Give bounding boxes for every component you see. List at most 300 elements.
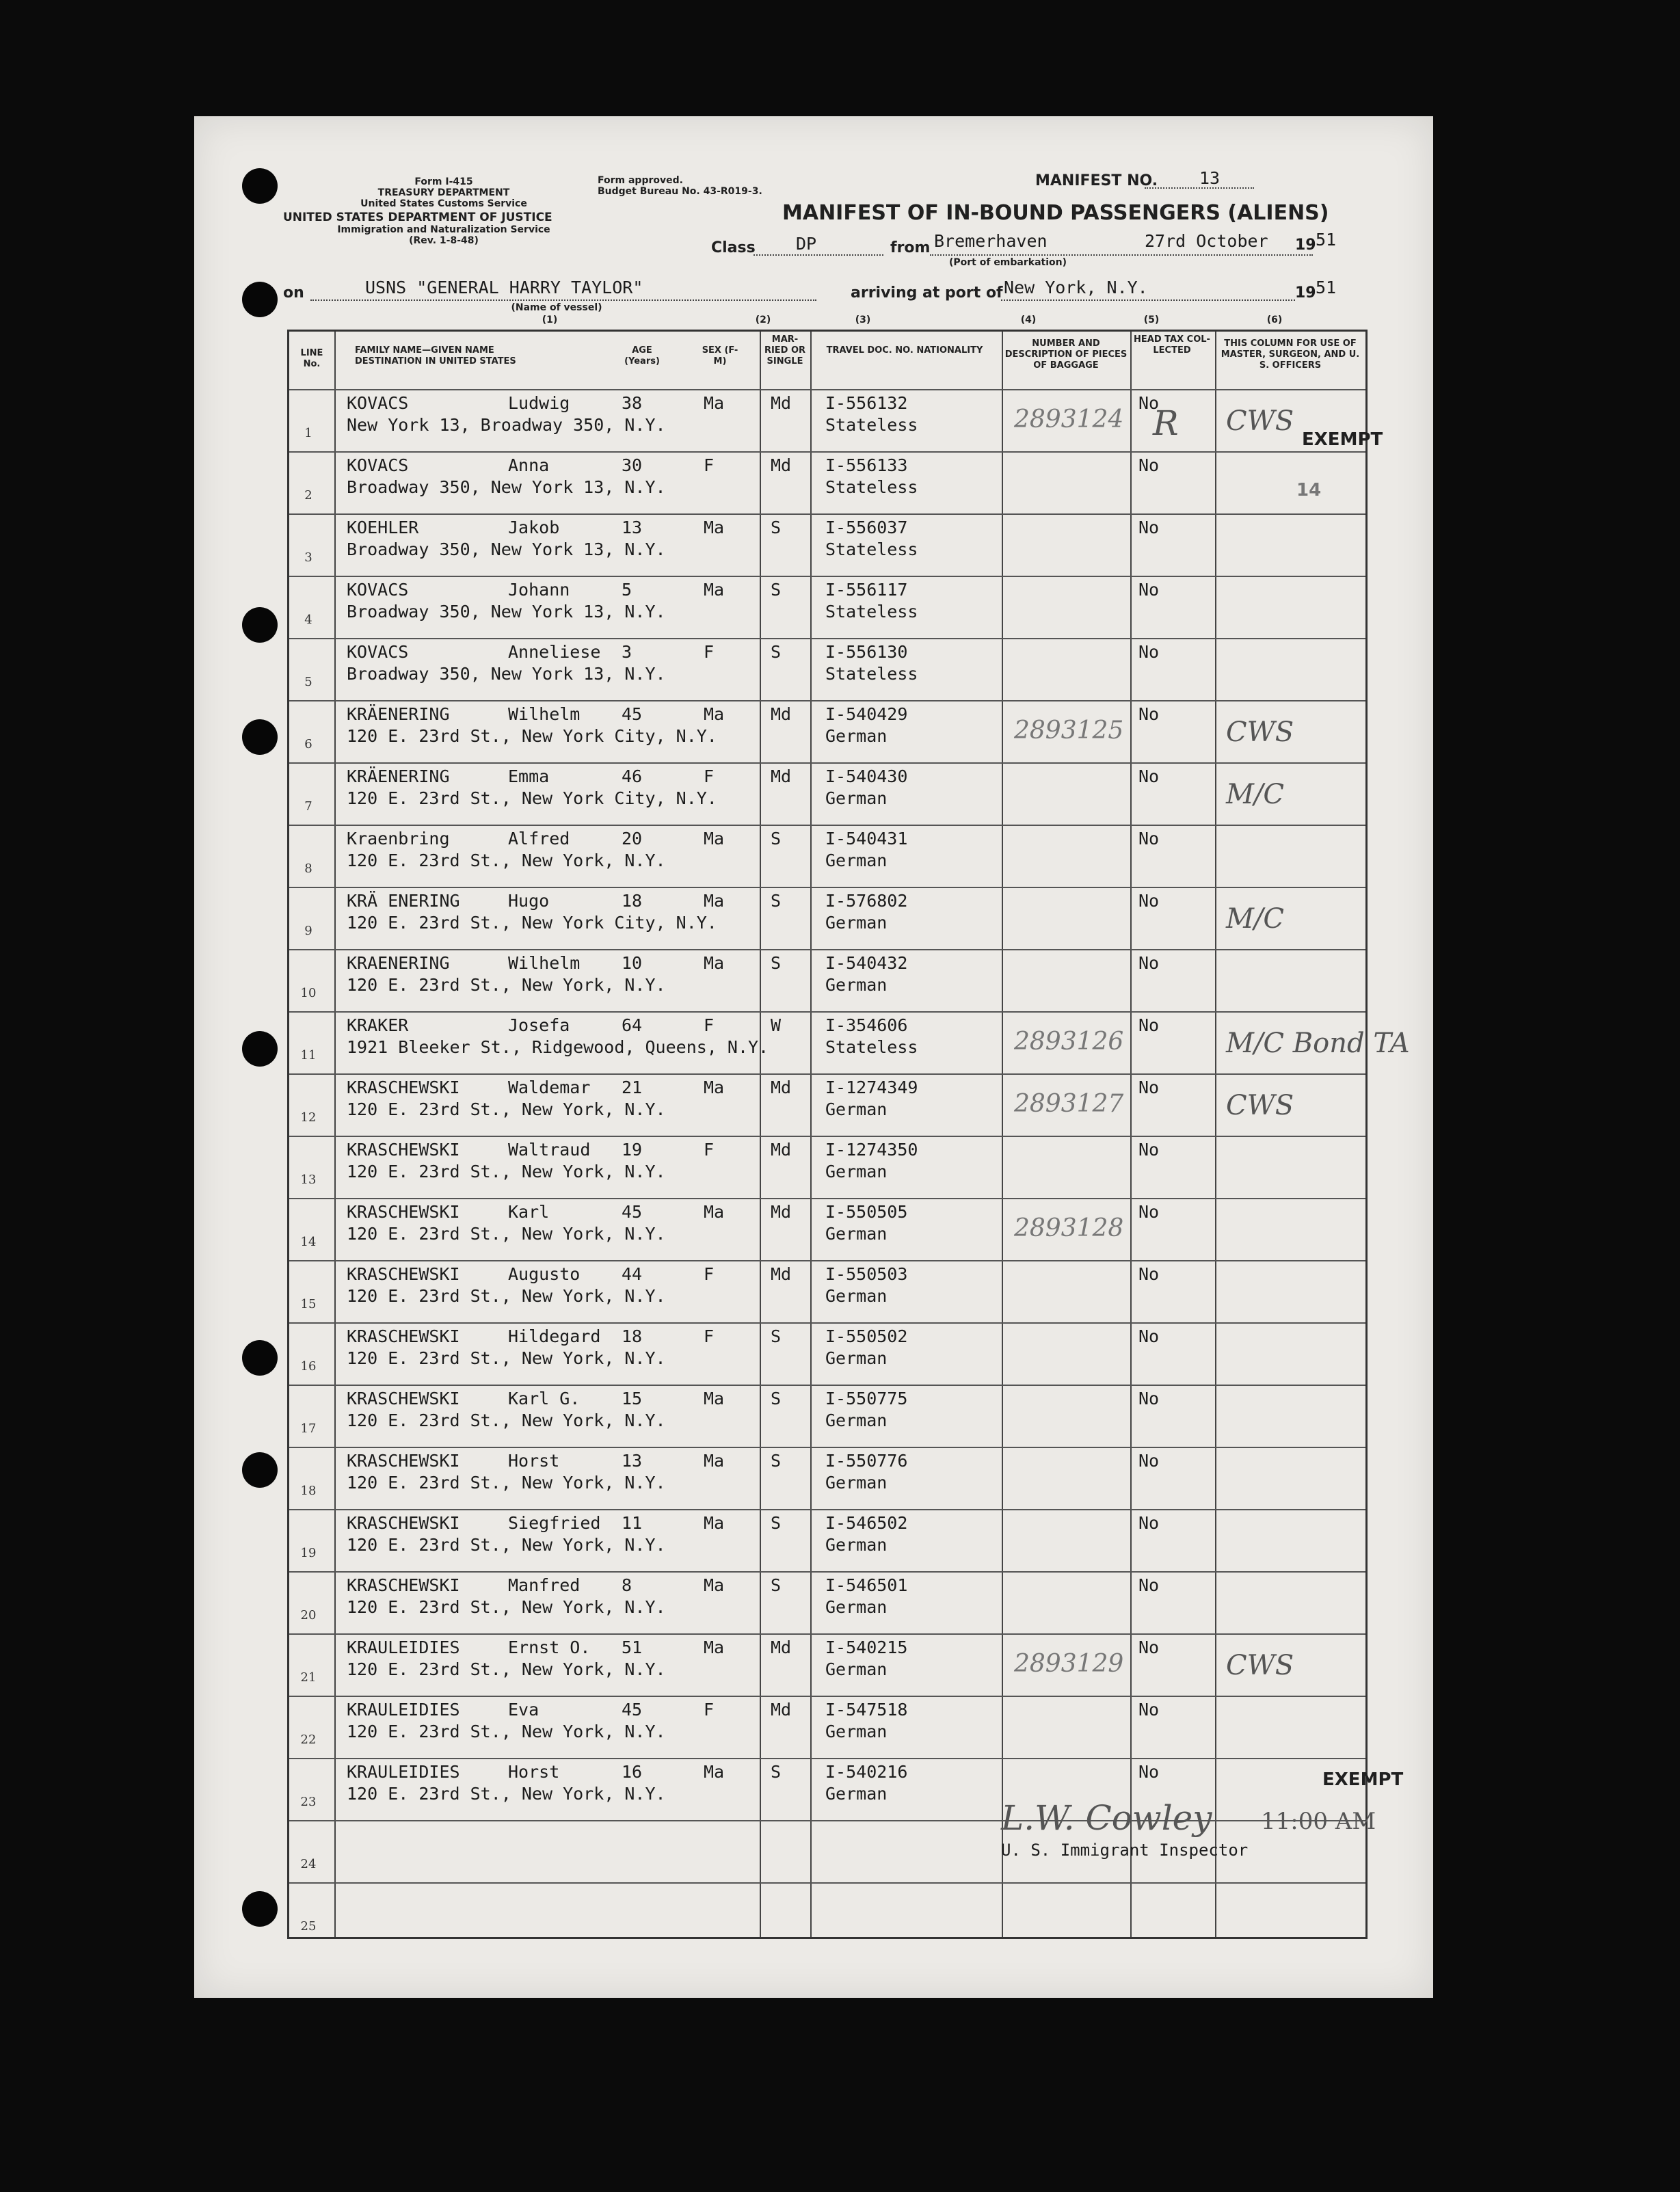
given-name: Hugo <box>508 891 550 911</box>
table-row <box>289 1696 1365 1759</box>
line-number: 18 <box>300 1484 317 1498</box>
destination: Broadway 350, New York 13, N.Y. <box>347 602 666 621</box>
given-name: Johann <box>508 580 570 600</box>
line-number: 20 <box>300 1608 317 1622</box>
age: 16 <box>622 1762 643 1782</box>
approval-label: Form approved. <box>598 175 683 186</box>
baggage-number: 2893129 <box>1014 1650 1124 1678</box>
line-number: 7 <box>304 799 312 814</box>
punch-hole <box>242 282 278 317</box>
nationality: Stateless <box>825 602 918 621</box>
arriving-label: arriving at port of <box>851 284 1003 302</box>
officer-remark: CWS <box>1226 1650 1294 1681</box>
nationality: Stateless <box>825 664 918 684</box>
line-number: 22 <box>300 1733 317 1747</box>
sex: Ma <box>704 1575 725 1595</box>
travel-doc-no: I-540429 <box>825 704 908 724</box>
family-name: KRASCHEWSKI <box>347 1389 460 1408</box>
travel-doc-no: I-556117 <box>825 580 908 600</box>
inspector-title: U. S. Immigrant Inspector <box>1001 1841 1249 1860</box>
nationality: German <box>825 913 888 933</box>
year-suffix: 51 <box>1316 230 1337 250</box>
given-name: Alfred <box>508 829 570 848</box>
family-name: KOVACS <box>347 393 409 413</box>
exempt-stamp-top: EXEMPT <box>1302 429 1383 450</box>
col-head-baggage: NUMBER AND DESCRIPTION OF PIECES OF BAGGAGE <box>1004 338 1128 371</box>
punch-hole <box>242 1452 278 1488</box>
marital-status: Md <box>771 393 792 413</box>
col-head-officers: THIS COLUMN FOR USE OF MASTER, SURGEON, AND U. S. OFFICERS <box>1221 338 1360 371</box>
nationality: German <box>825 1722 888 1741</box>
marital-status: S <box>771 1575 782 1595</box>
table-row <box>289 576 1365 639</box>
line-number: 21 <box>300 1670 317 1685</box>
passenger-table <box>287 330 1410 1939</box>
given-name: Emma <box>508 766 550 786</box>
age: 13 <box>622 518 643 537</box>
departure-date: 27rd October <box>1145 231 1268 251</box>
family-name: KOVACS <box>347 455 409 475</box>
manifest-no: 13 <box>1199 168 1221 188</box>
age: 15 <box>622 1389 643 1408</box>
destination: 120 E. 23rd St., New York, N.Y. <box>347 1411 666 1430</box>
travel-doc-no: I-540430 <box>825 766 908 786</box>
age: 13 <box>622 1451 643 1471</box>
nationality: German <box>825 1224 888 1244</box>
travel-doc-no: I-540432 <box>825 953 908 973</box>
head-tax: No <box>1138 1202 1160 1222</box>
sex: F <box>704 1264 715 1284</box>
family-name: KRAULEIDIES <box>347 1762 460 1782</box>
manifest-no-label: MANIFEST NO. <box>1035 172 1158 189</box>
year-prefix: 19 <box>1295 237 1316 254</box>
travel-doc-no: I-556132 <box>825 393 908 413</box>
age: 3 <box>622 642 632 662</box>
family-name: KRASCHEWSKI <box>347 1575 460 1595</box>
col-head-name: FAMILY NAME—GIVEN NAME DESTINATION IN UNITED STATES <box>355 345 516 366</box>
nationality: German <box>825 1162 888 1181</box>
marital-status: Md <box>771 1140 792 1160</box>
table-row <box>289 1385 1365 1448</box>
head-tax: No <box>1138 1451 1160 1471</box>
line-number: 4 <box>304 613 312 627</box>
line-number: 6 <box>304 737 312 751</box>
family-name: KRASCHEWSKI <box>347 1140 460 1160</box>
sex: Ma <box>704 1638 725 1657</box>
sex: F <box>704 455 715 475</box>
sex: F <box>704 766 715 786</box>
head-tax: No <box>1138 1264 1160 1284</box>
punch-hole <box>242 1031 278 1067</box>
age: 46 <box>622 766 643 786</box>
customs-label: United States Customs Service <box>360 198 527 209</box>
family-name: KOEHLER <box>347 518 419 537</box>
table-row <box>289 1509 1365 1573</box>
family-name: KRASCHEWSKI <box>347 1264 460 1284</box>
stamp-14: 14 <box>1296 480 1322 500</box>
sex: Ma <box>704 1202 725 1222</box>
col-head-sex: SEX (F-M) <box>702 345 738 366</box>
given-name: Jakob <box>508 518 560 537</box>
given-name: Ludwig <box>508 393 570 413</box>
destination: 120 E. 23rd St., New York City, N.Y. <box>347 726 717 746</box>
table-row <box>289 1571 1365 1635</box>
marital-status: Md <box>771 1700 792 1720</box>
given-name: Waldemar <box>508 1078 591 1097</box>
given-name: Hildegard <box>508 1326 601 1346</box>
destination: 120 E. 23rd St., New York, N.Y. <box>347 1597 666 1617</box>
col-number-5: (5) <box>1143 315 1160 325</box>
given-name: Augusto <box>508 1264 581 1284</box>
destination: 120 E. 23rd St., New York, N.Y. <box>347 1784 666 1804</box>
table-row <box>289 1011 1410 1075</box>
travel-doc-no: I-540216 <box>825 1762 908 1782</box>
table-row <box>289 1073 1365 1137</box>
destination: 120 E. 23rd St., New York, N.Y. <box>347 1162 666 1181</box>
sex: F <box>704 1700 715 1720</box>
arrival-port: New York, N.Y. <box>1004 278 1148 297</box>
line-number: 19 <box>300 1546 317 1560</box>
port-line <box>1001 299 1295 301</box>
punch-hole <box>242 168 278 204</box>
sex: F <box>704 1140 715 1160</box>
travel-doc-no: I-1274350 <box>825 1140 918 1160</box>
given-name: Wilhelm <box>508 953 581 973</box>
destination: 120 E. 23rd St., New York, N.Y. <box>347 1722 666 1741</box>
form-number: Form I-415 <box>414 176 473 187</box>
destination: Broadway 350, New York 13, N.Y. <box>347 477 666 497</box>
budget-label: Budget Bureau No. 43-R019-3. <box>598 186 762 197</box>
line-number: 24 <box>300 1857 317 1871</box>
travel-doc-no: I-546501 <box>825 1575 908 1595</box>
family-name: KRASCHEWSKI <box>347 1513 460 1533</box>
nationality: Stateless <box>825 539 918 559</box>
table-row <box>289 513 1365 577</box>
age: 45 <box>622 704 643 724</box>
head-tax: No <box>1138 455 1160 475</box>
family-name: KRAULEIDIES <box>347 1700 460 1720</box>
line-number: 14 <box>300 1235 317 1249</box>
officer-remark: M/C <box>1226 903 1285 935</box>
nationality: Stateless <box>825 477 918 497</box>
marital-status: Md <box>771 1638 792 1657</box>
col-number-4: (4) <box>1020 315 1037 325</box>
destination: 120 E. 23rd St., New York, N.Y. <box>347 1535 666 1555</box>
nationality: German <box>825 1597 888 1617</box>
sex: Ma <box>704 518 725 537</box>
marital-status: Md <box>771 1264 792 1284</box>
travel-doc-no: I-550776 <box>825 1451 908 1471</box>
age: 44 <box>622 1264 643 1284</box>
destination: 120 E. 23rd St., New York, N.Y. <box>347 1224 666 1244</box>
age: 18 <box>622 891 643 911</box>
given-name: Siegfried <box>508 1513 601 1533</box>
travel-doc-no: I-556037 <box>825 518 908 537</box>
embarkation-caption: (Port of embarkation) <box>948 257 1067 268</box>
baggage-number: 2893127 <box>1014 1090 1124 1118</box>
department-label: UNITED STATES DEPARTMENT OF JUSTICE <box>283 211 552 224</box>
travel-doc-no: I-576802 <box>825 891 908 911</box>
head-tax: No <box>1138 1326 1160 1346</box>
family-name: KRÄ ENERING <box>347 891 460 911</box>
age: 30 <box>622 455 643 475</box>
table-row <box>289 1136 1365 1199</box>
marital-status: S <box>771 1513 782 1533</box>
punch-hole <box>242 607 278 643</box>
age: 18 <box>622 1326 643 1346</box>
marital-status: Md <box>771 1078 792 1097</box>
head-tax: No <box>1138 580 1160 600</box>
destination: 120 E. 23rd St., New York, N.Y. <box>347 1099 666 1119</box>
destination: 1921 Bleeker St., Ridgewood, Queens, N.Y. <box>347 1037 769 1057</box>
line-number: 1 <box>304 426 312 440</box>
table-row <box>289 700 1365 764</box>
manifest-title: MANIFEST OF IN-BOUND PASSENGERS (ALIENS) <box>782 201 1329 225</box>
sex: Ma <box>704 891 725 911</box>
marital-status: S <box>771 829 782 848</box>
nationality: German <box>825 1348 888 1368</box>
line-number: 11 <box>300 1048 317 1062</box>
nationality: German <box>825 1659 888 1679</box>
head-tax: No <box>1138 766 1160 786</box>
service-label: Immigration and Naturalization Service <box>337 224 550 235</box>
signature-time: 11:00 AM <box>1261 1808 1376 1835</box>
given-name: Eva <box>508 1700 539 1720</box>
marital-status: Md <box>771 455 792 475</box>
age: 5 <box>622 580 632 600</box>
table-row <box>289 1198 1365 1261</box>
table-row <box>289 1322 1365 1386</box>
revision-label: (Rev. 1-8-48) <box>409 235 479 246</box>
line-number: 23 <box>300 1795 317 1809</box>
sex: Ma <box>704 1078 725 1097</box>
line-number: 12 <box>300 1110 317 1125</box>
head-tax: No <box>1138 1015 1160 1035</box>
destination: 120 E. 23rd St., New York, N.Y. <box>347 975 666 995</box>
line-number: 2 <box>304 488 312 503</box>
punch-hole <box>242 1340 278 1376</box>
officer-remark: CWS <box>1226 717 1294 748</box>
nationality: Stateless <box>825 415 918 435</box>
family-name: KRASCHEWSKI <box>347 1202 460 1222</box>
head-tax: No <box>1138 393 1160 413</box>
on-label: on <box>283 284 304 302</box>
given-name: Horst <box>508 1762 560 1782</box>
given-name: Anna <box>508 455 550 475</box>
family-name: KRAENERING <box>347 953 450 973</box>
destination: 120 E. 23rd St., New York, N.Y. <box>347 1348 666 1368</box>
col-number-2: (2) <box>755 315 771 325</box>
head-tax: No <box>1138 1575 1160 1595</box>
destination: Broadway 350, New York 13, N.Y. <box>347 539 666 559</box>
marital-status: S <box>771 642 782 662</box>
line-number: 15 <box>300 1297 317 1311</box>
vessel-line <box>310 299 816 301</box>
marital-status: S <box>771 580 782 600</box>
age: 64 <box>622 1015 643 1035</box>
family-name: KRASCHEWSKI <box>347 1451 460 1471</box>
marital-status: S <box>771 1389 782 1408</box>
family-name: KRASCHEWSKI <box>347 1326 460 1346</box>
inspector-signature: L.W. Cowley <box>1001 1798 1212 1838</box>
table-row <box>289 1260 1365 1324</box>
travel-doc-no: I-556130 <box>825 642 908 662</box>
given-name: Josefa <box>508 1015 570 1035</box>
table-row <box>289 825 1365 888</box>
head-tax: No <box>1138 1389 1160 1408</box>
nationality: German <box>825 1099 888 1119</box>
head-tax: No <box>1138 891 1160 911</box>
head-tax: No <box>1138 1638 1160 1657</box>
class-line <box>754 254 883 256</box>
destination: 120 E. 23rd St., New York, N.Y. <box>347 1473 666 1493</box>
treasury-label: TREASURY DEPARTMENT <box>377 187 510 198</box>
marital-status: Md <box>771 704 792 724</box>
given-name: Manfred <box>508 1575 581 1595</box>
sex: Ma <box>704 829 725 848</box>
given-name: Karl <box>508 1202 550 1222</box>
nationality: German <box>825 726 888 746</box>
travel-doc-no: I-1274349 <box>825 1078 918 1097</box>
sex: Ma <box>704 953 725 973</box>
table-row <box>289 638 1365 701</box>
head-tax: No <box>1138 1762 1160 1782</box>
family-name: KRÄENERING <box>347 766 450 786</box>
head-tax: No <box>1138 829 1160 848</box>
head-tax: No <box>1138 704 1160 724</box>
destination: 120 E. 23rd St., New York City, N.Y. <box>347 913 717 933</box>
r-mark: R <box>1153 403 1179 443</box>
destination: 120 E. 23rd St., New York, N.Y. <box>347 1659 666 1679</box>
family-name: KRAULEIDIES <box>347 1638 460 1657</box>
head-tax: No <box>1138 1513 1160 1533</box>
table-row <box>289 762 1365 826</box>
sex: Ma <box>704 1762 725 1782</box>
nationality: German <box>825 1411 888 1430</box>
baggage-number: 2893125 <box>1014 717 1124 745</box>
travel-doc-no: I-556133 <box>825 455 908 475</box>
officer-remark: CWS <box>1226 405 1294 437</box>
table-row <box>289 949 1365 1013</box>
age: 11 <box>622 1513 643 1533</box>
destination: 120 E. 23rd St., New York, N.Y. <box>347 1286 666 1306</box>
marital-status: W <box>771 1015 782 1035</box>
family-name: KOVACS <box>347 642 409 662</box>
age: 10 <box>622 953 643 973</box>
col-number-3: (3) <box>855 315 871 325</box>
from-label: from <box>890 239 931 256</box>
head-tax: No <box>1138 1700 1160 1720</box>
from-line <box>930 254 1313 256</box>
destination: 120 E. 23rd St., New York, N.Y. <box>347 851 666 870</box>
line-number: 5 <box>304 675 312 689</box>
line-number: 9 <box>304 924 312 938</box>
col-head-travel: TRAVEL DOC. NO. NATIONALITY <box>826 345 983 356</box>
head-tax: No <box>1138 1078 1160 1097</box>
year2-prefix: 19 <box>1295 284 1316 302</box>
punch-hole <box>242 719 278 755</box>
marital-status: Md <box>771 1202 792 1222</box>
nationality: German <box>825 851 888 870</box>
travel-doc-no: I-547518 <box>825 1700 908 1720</box>
head-tax: No <box>1138 642 1160 662</box>
travel-doc-no: I-540431 <box>825 829 908 848</box>
given-name: Wilhelm <box>508 704 581 724</box>
travel-doc-no: I-550505 <box>825 1202 908 1222</box>
sex: Ma <box>704 1513 725 1533</box>
family-name: KRÄENERING <box>347 704 450 724</box>
officer-remark: M/C Bond TA <box>1226 1028 1410 1059</box>
age: 21 <box>622 1078 643 1097</box>
travel-doc-no: I-550775 <box>825 1389 908 1408</box>
age: 19 <box>622 1140 643 1160</box>
col-number-6: (6) <box>1266 315 1283 325</box>
sex: Ma <box>704 704 725 724</box>
line-number: 17 <box>300 1421 317 1436</box>
family-name: KRAKER <box>347 1015 409 1035</box>
baggage-number: 2893126 <box>1014 1028 1124 1056</box>
age: 51 <box>622 1638 643 1657</box>
table-row <box>289 887 1365 950</box>
travel-doc-no: I-546502 <box>825 1513 908 1533</box>
table-row <box>289 1633 1365 1697</box>
nationality: German <box>825 1535 888 1555</box>
family-name: KRASCHEWSKI <box>347 1078 460 1097</box>
nationality: German <box>825 1473 888 1493</box>
col-head-married: MAR- RIED OR SINGLE <box>764 334 806 366</box>
class-value: DP <box>796 234 817 254</box>
officer-remark: CWS <box>1226 1090 1294 1121</box>
table-row <box>289 451 1365 515</box>
manifest-sheet <box>194 116 1433 1998</box>
travel-doc-no: I-354606 <box>825 1015 908 1035</box>
marital-status: S <box>771 1451 782 1471</box>
sex: Ma <box>704 580 725 600</box>
destination: New York 13, Broadway 350, N.Y. <box>347 415 666 435</box>
table-row <box>289 389 1365 453</box>
sex: Ma <box>704 1389 725 1408</box>
punch-hole <box>242 1891 278 1927</box>
year2-suffix: 51 <box>1316 278 1337 297</box>
given-name: Karl G. <box>508 1389 581 1408</box>
age: 45 <box>622 1202 643 1222</box>
nationality: German <box>825 788 888 808</box>
nationality: German <box>825 1286 888 1306</box>
nationality: German <box>825 975 888 995</box>
from-port: Bremerhaven <box>934 231 1048 251</box>
family-name: KOVACS <box>347 580 409 600</box>
line-number: 13 <box>300 1173 317 1187</box>
table-row <box>289 1447 1365 1510</box>
col-head-age: AGE (Years) <box>624 345 660 366</box>
class-label: Class <box>711 239 756 256</box>
marital-status: S <box>771 518 782 537</box>
baggage-number: 2893128 <box>1014 1214 1124 1242</box>
line-number: 16 <box>300 1359 317 1374</box>
head-tax: No <box>1138 953 1160 973</box>
given-name: Ernst O. <box>508 1638 591 1657</box>
family-name: Kraenbring <box>347 829 450 848</box>
marital-status: S <box>771 891 782 911</box>
baggage-number: 2893124 <box>1014 405 1124 433</box>
sex: Ma <box>704 393 725 413</box>
sex: F <box>704 1326 715 1346</box>
line-number: 10 <box>300 986 317 1000</box>
age: 45 <box>622 1700 643 1720</box>
head-tax: No <box>1138 1140 1160 1160</box>
sex: F <box>704 1015 715 1035</box>
marital-status: Md <box>771 766 792 786</box>
